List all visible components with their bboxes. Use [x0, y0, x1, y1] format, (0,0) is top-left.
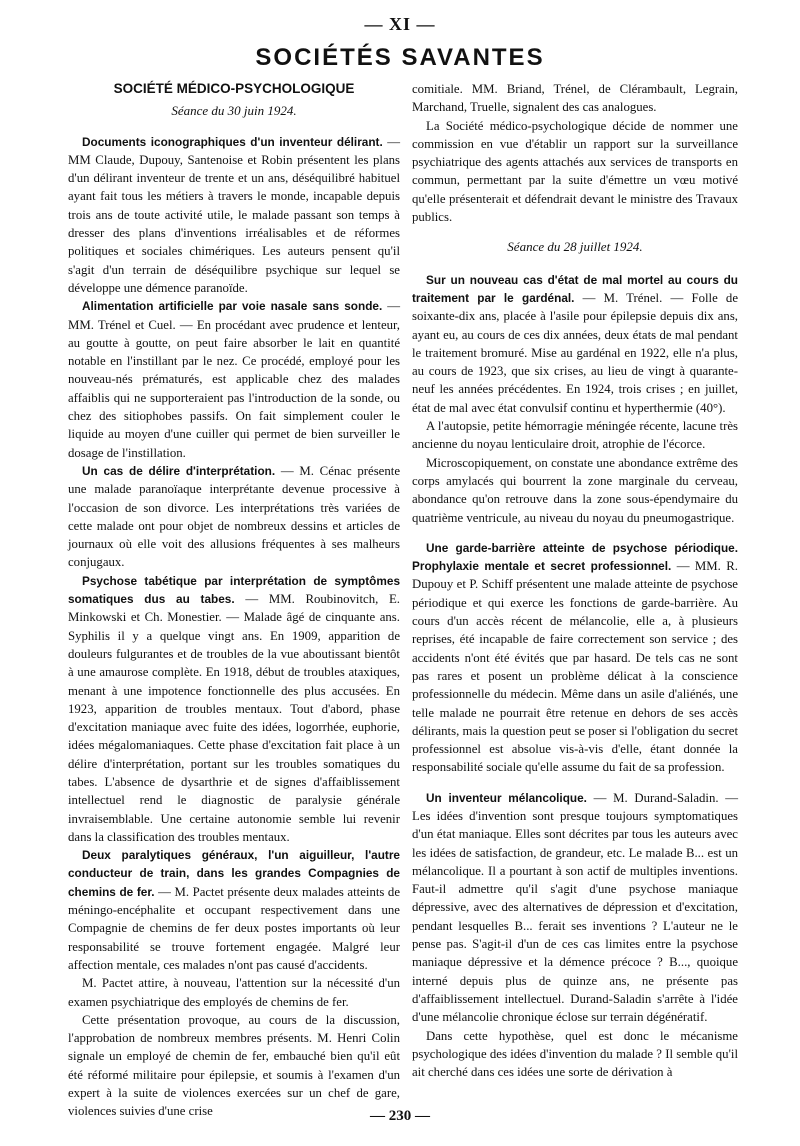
article-authors: — M. Trénel. —	[582, 290, 684, 305]
article-iconographic	[68, 133, 400, 298]
article-text: Malade âgé de cinquante ans. Syphilis il y a quelque vingt ans. En 1909, apparition de douleurs fulgurantes et de troubles de la vue aboutissant bientôt à une amaurose complète. En 1918, début de troubles ataxiques, menant à une impotence fonctionnelle des plus accusées. En 1923, apparition de troubles mentaux. Tout d'abord, phase d'excitation maniaque avec fuite des idées, logorrhée, euphorie, idées mégalomaniaques. Cette phase d'excitation fait place à un délire d'interprétation, portant sur les troubles somatiques du tabes. L'absence de dysarthrie et de signes d'affaiblissement intellectuel rend le diagnostic de paralysie générale invraisemblable. Une certaine autonomie semble lui revenir dans la classification des troubles mentaux.	[68, 610, 400, 844]
section-heading: SOCIÉTÉS SAVANTES	[255, 44, 545, 71]
article-paragraph: Microscopiquement, on constate une abondance extrême des corps amylacés qui bourrent la zone marginale du cerveau, abondance qu'on retrouve dans la zone sous-épendymaire du quatrième ventricule, au niveau du noyau du pneumogastrique.	[412, 455, 738, 525]
session-date-1: Séance du 30 juin 1924.	[171, 103, 297, 119]
article-title: Alimentation artificielle par voie nasale sans sonde.	[82, 299, 383, 314]
article-paragraph: M. Pactet attire, à nouveau, l'attention sur la nécessité d'un examen psychiatrique des employés de chemins de fer.	[68, 976, 400, 1009]
article-tabetique	[68, 572, 400, 846]
article-inventeur-melancolique	[412, 789, 738, 1027]
article-title: Deux paralytiques généraux, l'un aiguilleur, l'autre conducteur de train, dans les grandes Compagnies de chemins de fer.	[68, 848, 400, 899]
article-paragraph: Dans cette hypothèse, quel est donc le mécanisme psychologique des idées d'invention du malade ? Il semble qu'il ait cherché dans ces idées une sorte de dérivation à	[412, 1028, 738, 1080]
roman-page-marker: — XI —	[364, 14, 436, 34]
article-text: présentent les plans d'un délirant inventeur de trente et un ans, déséquilibré habituel ayant fait tous les métiers à travers le monde, incapable depuis trois ans de toute activité utile, le malade passant son temps à dresser des plans d'inventions irréalisables et de réformes politiques et sociales chimériques. Les auteurs pensent qu'il s'agit d'un terrain de déséquilibre psychique sur lequel se développe une démence paranoïde.	[68, 152, 401, 295]
article-authors: — M. Durand-Saladin.	[593, 790, 719, 805]
article-authors: — MM. Roubinovitch, E. Minkowski et Ch. Monestier. —	[68, 592, 400, 625]
article-authors: — MM Claude, Dupouy, Santenoise et Robin	[68, 134, 401, 167]
article-text: Folle de soixante-dix ans, placée à l'asile pour épilepsie depuis dix ans, ayant eu, au cours de ces dix années, deux états de mal pendant le traitement bromuré. Mise au gardénal en 1922, elle n'a plus, au cours de 1923, que six crises, au lieu de vingt à quarante-neuf les années précédentes. En 1924, trois crises ; en juillet, état de mal avec état convulsif continu et hyperthermie (40°).	[412, 290, 739, 415]
article-title: Un cas de délire d'interprétation.	[82, 463, 276, 478]
article-title: Sur un nouveau cas d'état de mal mortel au cours du traitement par le gardénal.	[412, 272, 738, 305]
left-column	[68, 80, 400, 1121]
article-delire	[68, 462, 400, 572]
article-authors: — MM. Trénel et Cuel. —	[68, 299, 401, 332]
page-number: — 230 —	[370, 1108, 430, 1124]
right-column	[412, 80, 738, 1081]
article-paragraph: La Société médico-psychologique décide de nommer une commission en vue d'établir un rapport sur la surveillance psychiatrique des agents attachés aux services de transports en commun, permettant par la suite d'émettre un vœu motivé qu'elle présenterait et défendrait devant le ministre des Travaux publics.	[412, 118, 738, 225]
article-gardenal	[412, 271, 738, 417]
article-garde-barriere	[412, 539, 738, 777]
article-text: En procédant avec prudence et lenteur, au goutte à goutte, on peut faire absorber le lait en quantité notable en l'instillant par le nez. Ce procédé, employé pour les nouveau-nés prématurés, est applicable chez des malades affaiblis qui ne supporteraient pas l'introduction de la sonde, ou chez des sitiophobes passifs. On fait simplement couler le liquide au moyen d'une cuiller qui permet de bien surveiller le dosage de l'instillation.	[68, 317, 400, 460]
article-paragraph: comitiale. MM. Briand, Trénel, de Clérambault, Legrain, Marchand, Truelle, signalent des cas analogues.	[412, 82, 738, 115]
article-authors: — M. Cénac	[280, 463, 352, 478]
article-paragraph: A l'autopsie, petite hémorragie méningée récente, lacune très ancienne du noyau lenticulaire droit, atrophie de l'écorce.	[412, 419, 738, 452]
article-title: Une garde-barrière atteinte de psychose périodique. Prophylaxie mentale et secret professionnel.	[412, 540, 738, 574]
article-paralytiques	[68, 846, 400, 974]
society-title: SOCIÉTÉ MÉDICO-PSYCHOLOGIQUE	[113, 81, 355, 96]
article-title: Un inventeur mélancolique.	[426, 790, 587, 805]
article-text: présentent une malade atteinte de psychose périodique et qui exerce les fonctions de garde-barrière. Au cours d'un accès récent de mélancolie, elle a, à plusieurs reprises, été incapable de faire correctement son service ; des accidents n'ont été évités que par hasard. De tels cas ne sont pas rares et posent un problème délicat à la conscience professionnelle du médecin. Même dans un asile d'aliénés, une telle malade ne pourrait être retenue en dehors de ses accès délirants, mais la question peut se poser si l'obligation du secret professionnel est absolue vis-à-vis d'elle, étant donnée la responsabilité sociale qu'elle assume du fait de sa profession.	[412, 577, 738, 775]
article-paragraph: Cette présentation provoque, au cours de la discussion, l'approbation de nombreux membres présents. M. Henri Colin signale un employé de chemin de fer, embauché bien qu'il eût été réformé militaire pour épilepsie, et soumis à l'examen d'un expert à la suite de violences exercées sur un chef de gare, violences suivies d'une crise	[68, 1012, 400, 1119]
article-text: présente deux malades atteints de méningo-encéphalite et occupant respectivement dans une Compagnie de chemins de fer deux postes importants où leur responsabilité se trouve fortement engagée. Malgré leur affection mentale, ces malades n'ont pas causé d'accidents.	[68, 884, 401, 972]
session-date-2: Séance du 28 juillet 1924.	[507, 239, 643, 255]
article-alimentation	[68, 297, 400, 462]
article-title: Documents iconographiques d'un inventeur délirant.	[82, 134, 383, 149]
article-text: présente une malade paranoïaque interprétante devenue processive à l'occasion de son divorce. Les interprétations très variées de cette malade ont pour objet de nombreux dessins et articles de journaux où elle voit des allusions fréquentes à ses malheurs conjugaux.	[68, 463, 400, 570]
article-authors: — M. Pactet	[158, 884, 224, 899]
article-authors: — MM. R. Dupouy et P. Schiff	[412, 559, 739, 592]
article-title: Psychose tabétique par interprétation de symptômes somatiques dus au tabes.	[68, 573, 400, 607]
article-text: — Les idées d'invention sont presque toujours symptomatiques d'un état maniaque. Elles sont décrites par tous les auteurs avec les idées de satisfaction, de grandeur, etc. Le malade B... est un mélancolique. Il a pourtant à son actif de multiples inventions. Faut-il admettre qu'il s'agit d'une psychose maniaque dépressive, avec des alternatives de dépression et d'excitation, pendant lesquelles B... ferait ses inventions ? L'auteur ne le pense pas. S'agit-il d'un de ces cas limites entre la psychose maniaque dépressive et la démence précoce ? B..., quoique interné depuis plus de quinze ans, ne présente pas d'affaiblissement intellectuel. Durand-Saladin s'arrête à l'idée d'une mélancolie chronique éclose sur terrain dégénératif.	[412, 790, 739, 1025]
